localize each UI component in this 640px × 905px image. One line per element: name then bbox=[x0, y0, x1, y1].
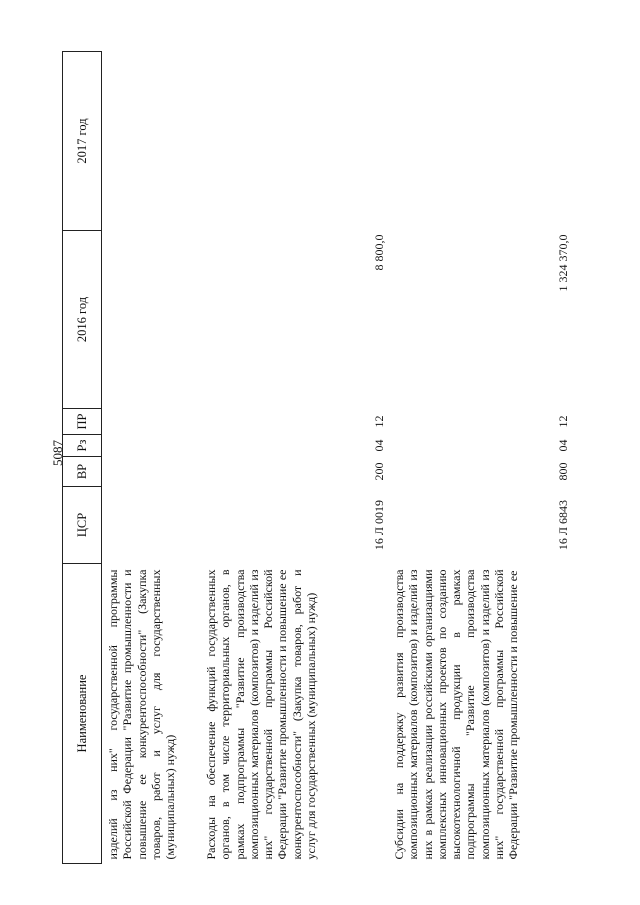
row-pr: 12 bbox=[555, 415, 570, 428]
row-2017 bbox=[388, 52, 572, 231]
header-rz: Рз bbox=[63, 435, 102, 457]
header-pr: ПР bbox=[63, 409, 102, 435]
row-rz: 04 bbox=[555, 439, 570, 452]
header-vr: ВР bbox=[63, 457, 102, 487]
table-row bbox=[388, 52, 572, 864]
budget-table-sheet bbox=[62, 52, 604, 864]
header-2017: 2017 год bbox=[63, 52, 102, 231]
row-vr bbox=[102, 457, 201, 487]
table-header-row bbox=[63, 52, 102, 864]
row-rz: 04 bbox=[371, 439, 386, 452]
row-2017 bbox=[102, 52, 201, 231]
row-2017 bbox=[200, 52, 388, 231]
row-csr bbox=[102, 487, 201, 564]
row-vr: 800 bbox=[555, 462, 570, 481]
row-pr: 12 bbox=[371, 415, 386, 428]
table-row bbox=[102, 52, 201, 864]
header-csr: ЦСР bbox=[63, 487, 102, 564]
header-2016: 2016 год bbox=[63, 231, 102, 409]
row-rz bbox=[102, 435, 201, 457]
header-name: Наименование bbox=[63, 564, 102, 864]
table-row bbox=[200, 52, 388, 864]
row-name: изделий из них" государственной программы Российской Федерации "Развитие промышленности и повышение ее конкурентоспособности" (Закупка товаров, работ и услуг для государственных (муниципальных) нужд) bbox=[106, 569, 178, 860]
row-csr: 16 Л 0019 bbox=[371, 499, 386, 551]
row-2016: 1 324 370,0 bbox=[555, 234, 570, 292]
row-2016 bbox=[102, 231, 201, 409]
page-number: 5087 bbox=[50, 440, 65, 466]
row-name: Расходы на обеспечение функций государственных органов, в том числе территориальных органов, в рамках подпрограммы "Развитие производства композиционных материалов (композитов) и изделий из них" государственной программы Российской Федерации "Развитие промышленности и повышение ее конкурентоспособности" (Закупка товаров, работ и услуг для государственных (муниципальных) нужд) bbox=[204, 569, 319, 860]
budget-table bbox=[62, 51, 572, 864]
row-name: Субсидии на поддержку развития производства композиционных материалов (композитов) и изделий из них в рамках реализации российскими организациями комплексных инновационных проектов по созданию высокотехнологичной продукции в рамках подпрограммы "Развитие производства композиционных материалов (композитов) и изделий из них" государственной программы Российской Федерации "Развитие промышленности и повышение ее bbox=[392, 569, 521, 860]
row-csr: 16 Л 6843 bbox=[555, 499, 570, 551]
row-2016: 8 800,0 bbox=[371, 234, 386, 271]
row-vr: 200 bbox=[371, 462, 386, 481]
row-pr bbox=[102, 409, 201, 435]
